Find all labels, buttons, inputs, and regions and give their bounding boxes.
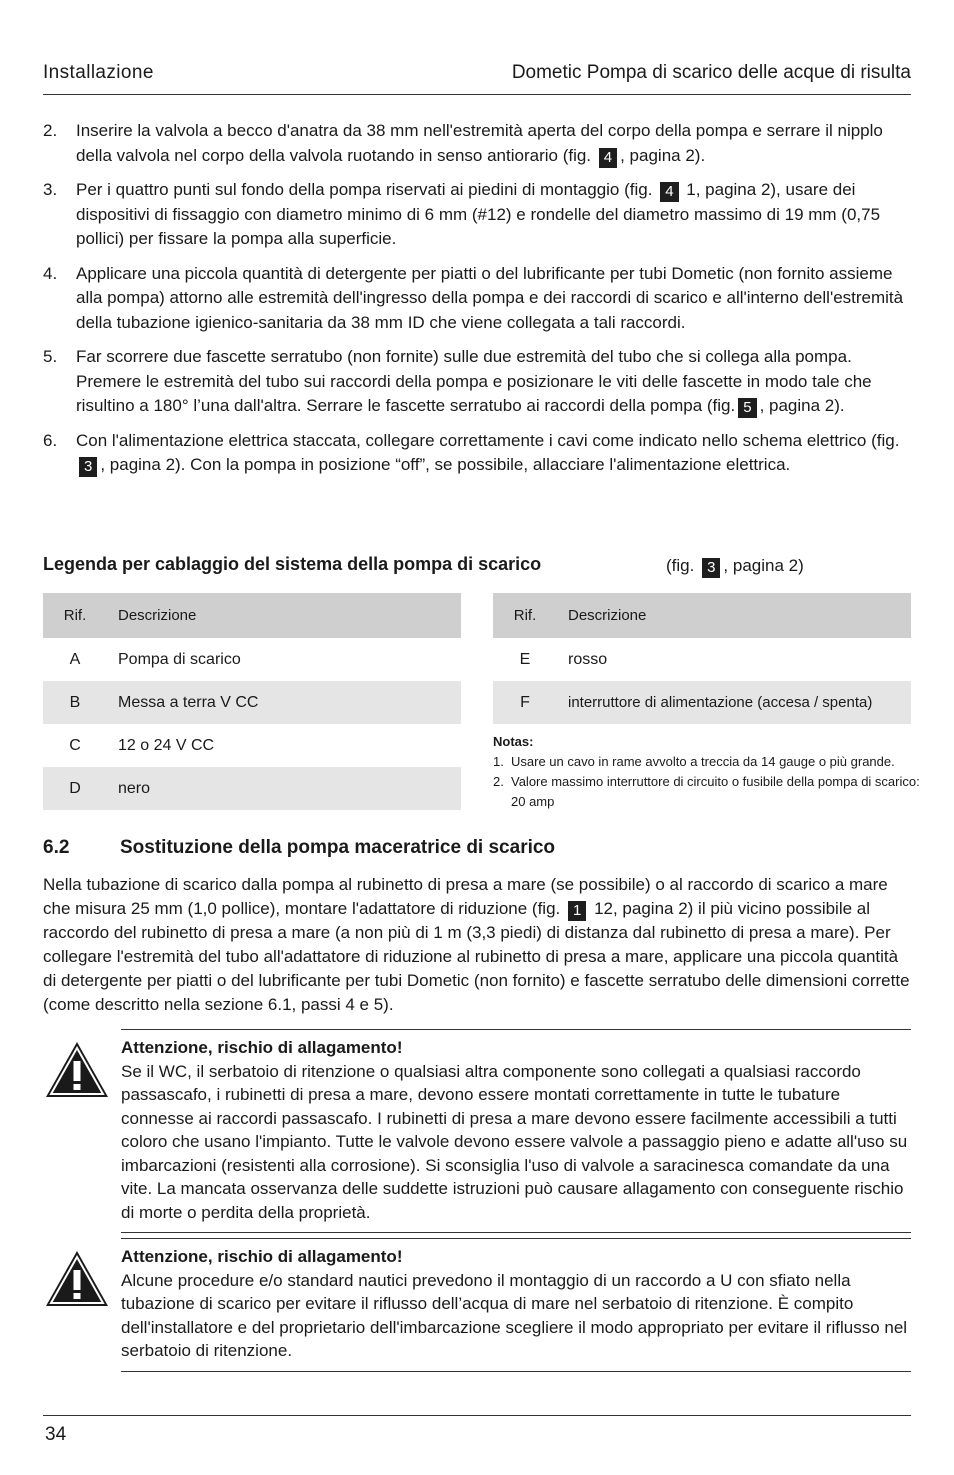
column-header-ref: Rif. bbox=[43, 593, 107, 638]
description-cell: Messa a terra V CC bbox=[107, 681, 461, 724]
step-item bbox=[43, 262, 913, 336]
section-title: Sostituzione della pompa maceratrice di scarico bbox=[120, 837, 556, 858]
step-text: Applicare una piccola quantità di detergente per piatti o del lubrificante per tubi Dometic (non fornito assieme alla pompa) attorno alle estremità dell'ingresso della pompa e dei raccordi di scarico e all'interno dell'estremità della tubazione igienico-sanitaria da 38 mm ID che viene collegata a tali raccordi. bbox=[76, 263, 904, 332]
note-item bbox=[493, 772, 933, 812]
table-row bbox=[43, 638, 461, 681]
paragraph-text: Nella tubazione di scarico dalla pompa al rubinetto di presa a mare (se possibile) o al raccordo di scarico a mare che misura 25 mm (1,0 pollice), montare l'adattatore di riduzione (fig. bbox=[43, 875, 888, 918]
ref-cell: E bbox=[519, 650, 531, 668]
step-text-end: , pagina 2). bbox=[620, 145, 706, 165]
step-number: 5. bbox=[43, 347, 58, 366]
column-header-description: Descrizione bbox=[107, 593, 461, 638]
table-row bbox=[43, 681, 461, 724]
step-item bbox=[43, 345, 913, 419]
step-item bbox=[43, 119, 913, 168]
notes-title: Notas: bbox=[493, 734, 534, 749]
note-text: Usare un cavo in rame avvolto a treccia da 14 gauge o più grande. bbox=[511, 754, 895, 769]
figure-badge: 4 bbox=[660, 182, 678, 202]
description-cell: Pompa di scarico bbox=[118, 650, 241, 668]
page-number: 34 bbox=[45, 1424, 67, 1445]
section-number: 6.2 bbox=[43, 837, 70, 858]
warning-title: Attenzione, rischio di allagamento! bbox=[121, 1247, 403, 1266]
warning-title: Attenzione, rischio di allagamento! bbox=[121, 1038, 403, 1057]
legend-title: Legenda per cablaggio del sistema della pompa di scarico bbox=[43, 554, 542, 574]
note-text: Valore massimo interruttore di circuito o fusibile della pompa di scarico: 20 amp bbox=[511, 774, 920, 809]
warning-triangle-icon bbox=[43, 1248, 111, 1310]
figure-badge: 3 bbox=[702, 558, 720, 578]
description-cell: 12 o 24 V CC bbox=[118, 736, 215, 754]
step-number: 6. bbox=[43, 430, 58, 450]
step-item bbox=[43, 178, 913, 252]
warning-triangle-icon bbox=[43, 1039, 111, 1101]
legend-figure-reference bbox=[666, 556, 804, 578]
wiring-legend-table-left bbox=[43, 593, 461, 810]
step-number: 4. bbox=[43, 263, 58, 283]
header-title: Dometic Pompa di scarico delle acque di risulta bbox=[511, 62, 911, 83]
description-cell: nero bbox=[107, 767, 461, 810]
section-paragraph bbox=[43, 873, 913, 1017]
step-text: Per i quattro punti sul fondo della pompa riservati ai piedini di montaggio (fig. bbox=[76, 180, 653, 199]
step-text-end: , pagina 2). Con la pompa in posizione “off”, se possibile, allacciare l'alimentazione elettrica. bbox=[100, 455, 791, 474]
legend-ref-text: (fig. bbox=[666, 556, 695, 575]
step-text: Far scorrere due fascette serratubo (non fornite) sulle due estremità del tubo che si collega alla pompa. Premere le estremità del tubo sui raccordi della pompa e posizionare le viti delle fascette in modo tale che risultino a 180° l’una dall'altra. Serrare le fascette serratubo ai raccordi della pompa (fig. bbox=[76, 347, 872, 415]
ref-cell: C bbox=[69, 736, 81, 754]
figure-badge: 1 bbox=[568, 901, 586, 921]
section-heading bbox=[43, 837, 555, 859]
step-text: Con l'alimentazione elettrica staccata, collegare correttamente i cavi come indicato nello schema elettrico (fig. bbox=[76, 430, 900, 450]
warning-text: Alcune procedure e/o standard nautici prevedono il montaggio di un raccordo a U con sfiato nella tubazione di scarico per evitare il riflusso dell’acqua di mare nel serbatoio di ritenzione. È compito dell'installatore e del proprietario dell'imbarcazione scegliere il modo appropriato per evitare il riflusso nel serbatoio di ritenzione. bbox=[121, 1270, 908, 1360]
paragraph-text-end: 12, pagina 2) il più vicino possibile al raccordo del rubinetto di presa a mare (a non più di 1 m (3,3 piedi) di distanza dal rubinetto di presa a mare). Per collegare l'estremità del tubo all'adattatore di riduzione al rubinetto di presa a mare, applicare una piccola quantità di detergente per piatti o del lubrificante per tubi Dometic (non fornito) e fascette serratubo delle dimensioni corrette (come descritto nella sezione 6.1, passi 4 e 5). bbox=[43, 899, 910, 1014]
table-row bbox=[43, 767, 461, 810]
figure-badge: 5 bbox=[738, 398, 756, 418]
table-row bbox=[493, 638, 911, 681]
step-text-end: , pagina 2). bbox=[759, 396, 845, 415]
table-row bbox=[43, 724, 461, 767]
page-footer bbox=[43, 1415, 911, 1445]
description-cell: interruttore di alimentazione (accesa / spenta) bbox=[557, 681, 911, 724]
header-section: Installazione bbox=[43, 62, 154, 83]
table-header-row bbox=[493, 593, 911, 638]
warning-text: Se il WC, il serbatoio di ritenzione o qualsiasi altra componente sono collegati a qualsiasi raccordo passascafo, i rubinetti di presa a mare, devono essere montati correttamente in tutte le tubature connesse ai raccordi passascafo. I rubinetti di presa a mare devono essere facilmente accessibili a tutti coloro che usano l'impianto. Tutte le valvole devono essere valvole a passaggio pieno e adatte all'uso su imbarcazioni (resistenti alla corrosione). Si sconsiglia l'uso di valvole a saracinesca comandate da una vite. La mancata osservanza delle suddette istruzioni può causare allagamento con conseguente rischio di morte o perdita della proprietà. bbox=[121, 1061, 908, 1222]
note-item bbox=[493, 752, 933, 772]
ref-cell: D bbox=[43, 767, 107, 810]
column-header-ref: Rif. bbox=[493, 593, 557, 638]
note-number: 1. bbox=[493, 754, 504, 769]
step-text: Inserire la valvola a becco d'anatra da 38 mm nell'estremità aperta del corpo della pompa e serrare il nipplo della valvola nel corpo della valvola ruotando in senso antiorario (fig. bbox=[76, 121, 883, 165]
warning-content bbox=[121, 1029, 911, 1233]
ref-cell: A bbox=[69, 650, 81, 668]
legend-ref-text-end: , pagina 2) bbox=[723, 556, 804, 575]
step-number: 3. bbox=[43, 180, 58, 199]
column-header-description: Descrizione bbox=[557, 593, 911, 638]
table-header-row bbox=[43, 593, 461, 638]
page-header bbox=[43, 60, 911, 95]
note-number: 2. bbox=[493, 774, 504, 789]
step-text-end: 1, pagina 2), usare dei dispositivi di fissaggio con diametro minimo di 6 mm (#12) e rondelle del diametro massimo di 19 mm (0,75 pollici) per fissare la pompa alla superficie. bbox=[76, 180, 881, 248]
figure-badge: 4 bbox=[599, 148, 617, 168]
table-row bbox=[493, 681, 911, 724]
figure-badge: 3 bbox=[79, 457, 97, 477]
wiring-legend-table-right bbox=[493, 593, 911, 724]
step-number: 2. bbox=[43, 121, 58, 140]
notes-block bbox=[493, 732, 933, 812]
step-item bbox=[43, 429, 913, 478]
ref-cell: F bbox=[493, 681, 557, 724]
warning-content bbox=[121, 1238, 911, 1372]
description-cell: rosso bbox=[568, 650, 608, 668]
installation-steps bbox=[43, 119, 913, 488]
ref-cell: B bbox=[43, 681, 107, 724]
